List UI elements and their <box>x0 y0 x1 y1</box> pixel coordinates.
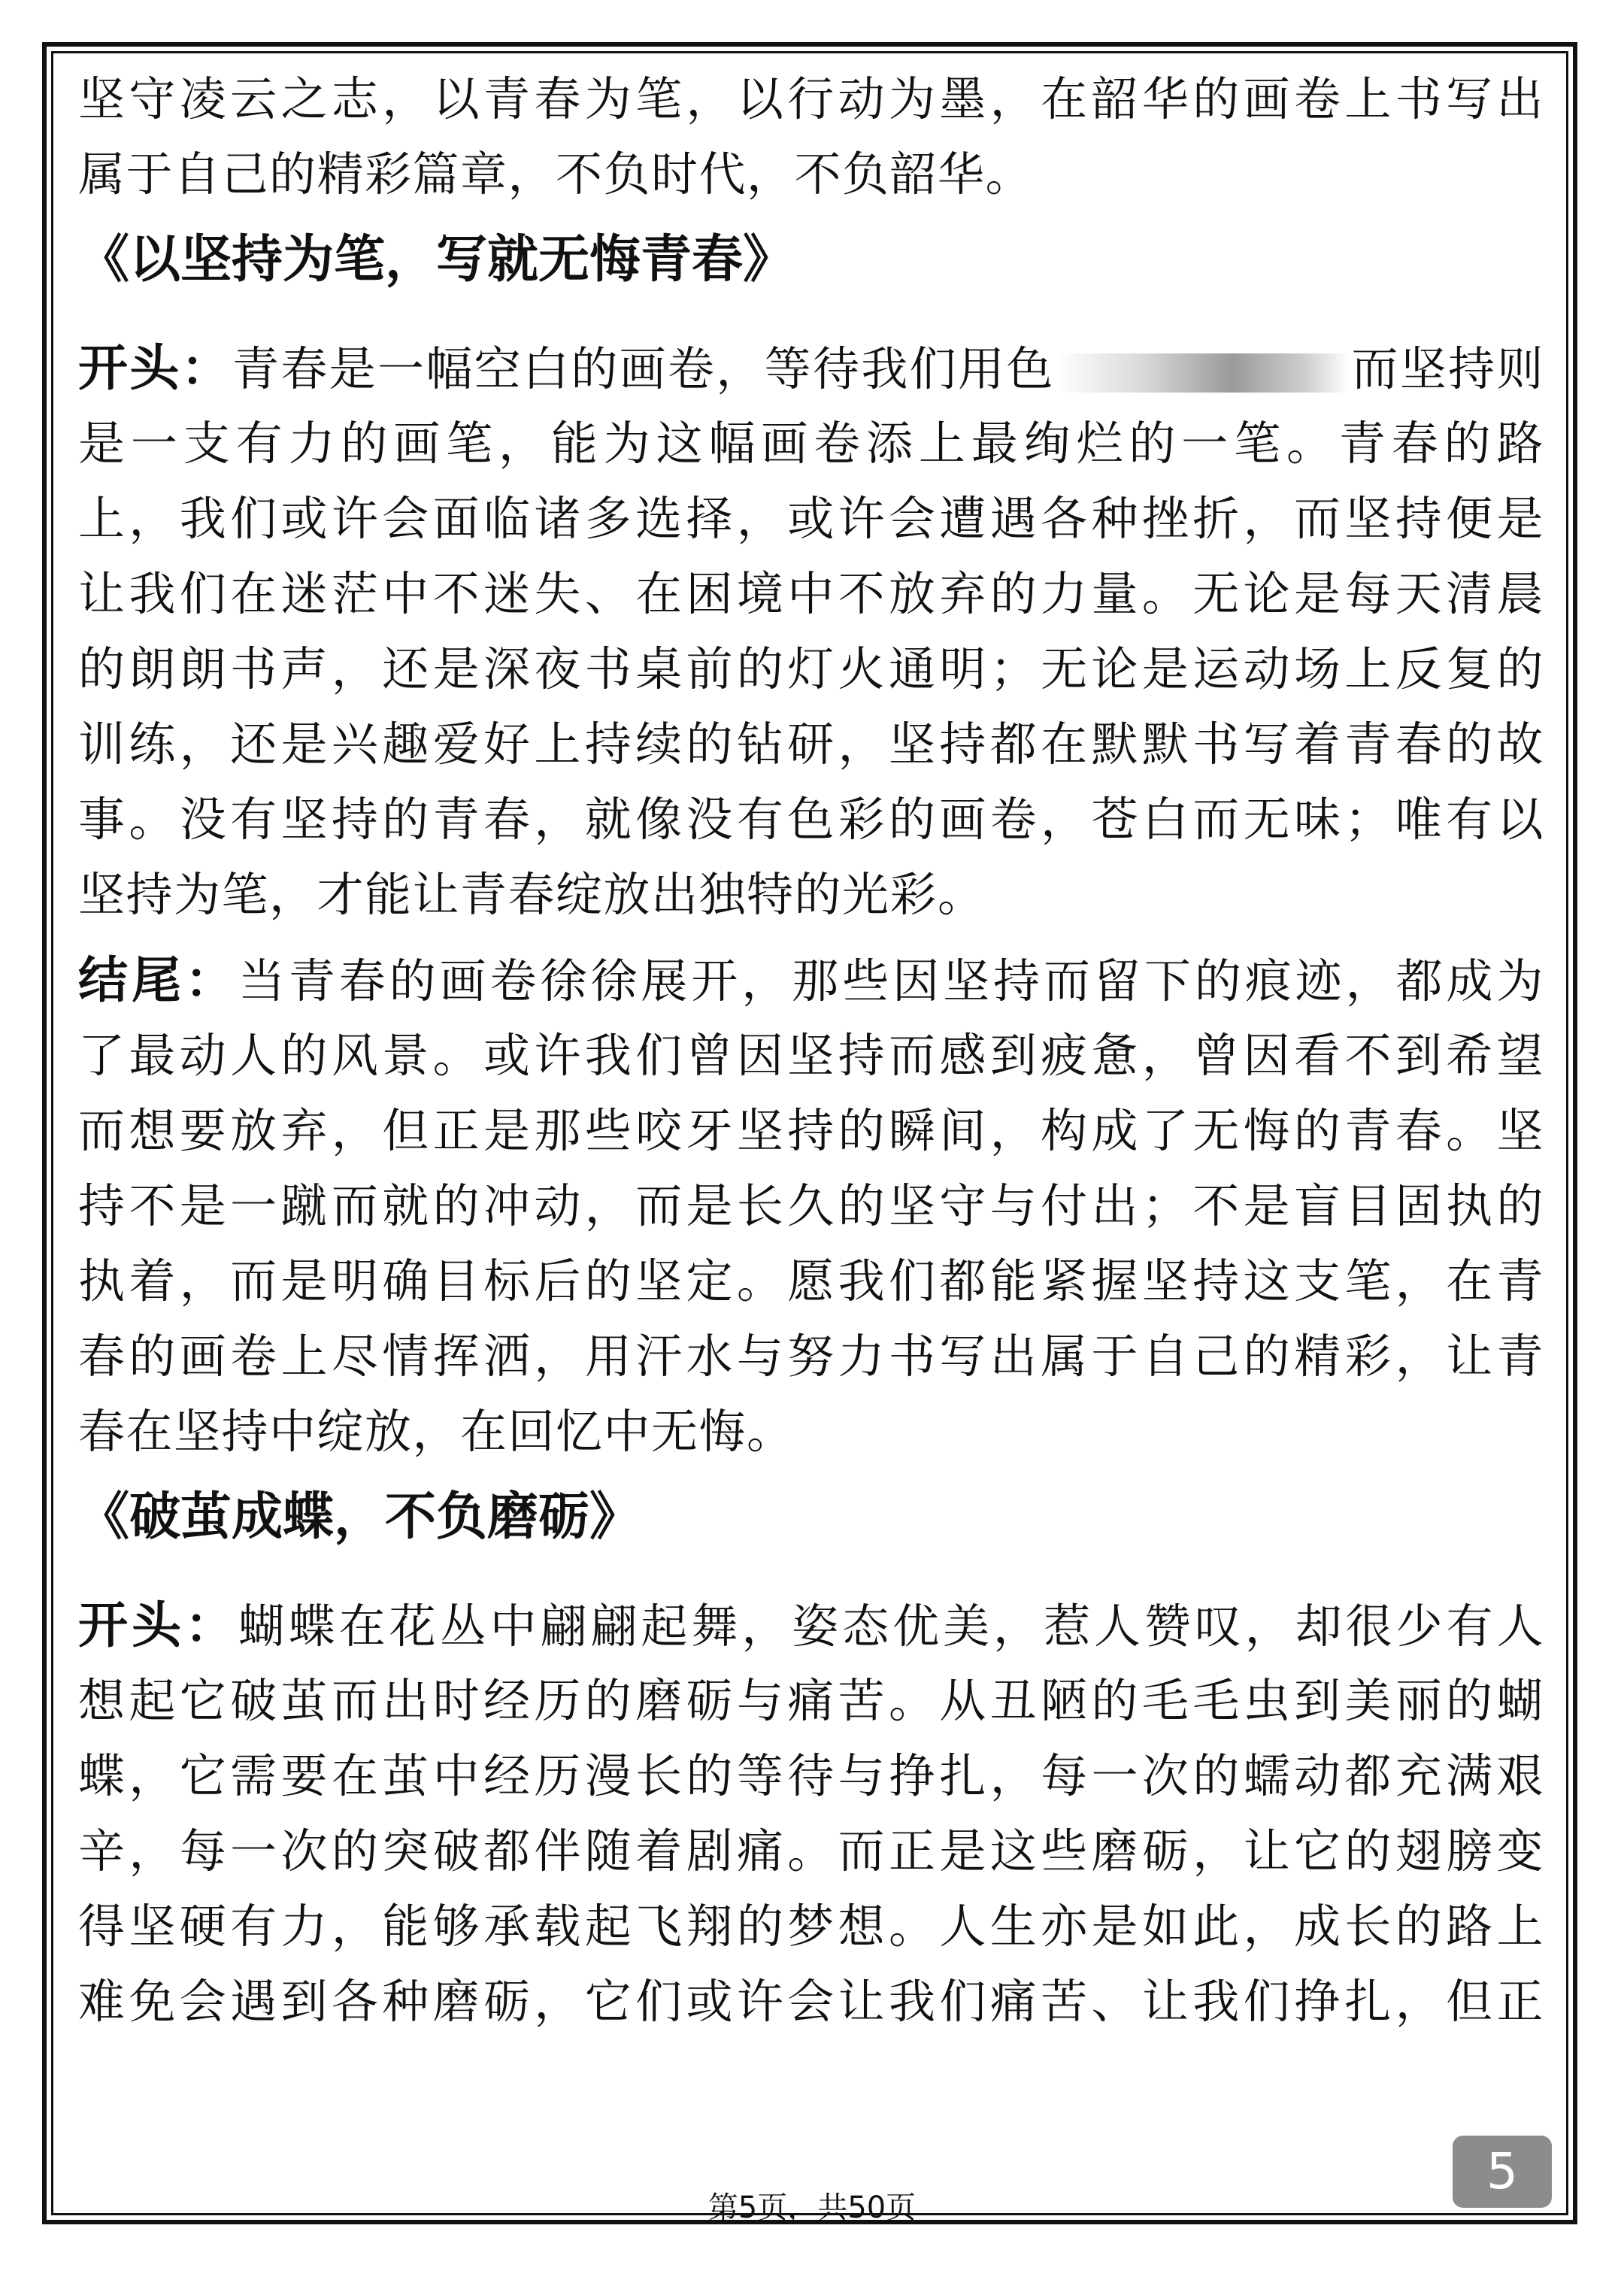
text-line: 事。没有坚持的青春，就像没有色彩的画卷，苍白而无味；唯有以 <box>78 792 1544 847</box>
text-line: 坚持为笔，才能让青春绽放出独特的光彩。 <box>78 867 986 922</box>
essay1-ending <box>78 943 1544 1469</box>
text-line: 而想要放弃，但正是那些咬牙坚持的瞬间，构成了无悔的青春。坚 <box>78 1103 1544 1158</box>
text-line <box>78 1588 1544 1663</box>
intro-paragraph <box>78 62 1544 212</box>
text-line: 春的画卷上尽情挥洒，用汗水与努力书写出属于自己的精彩，让青 <box>78 1329 1544 1384</box>
text-line: 上，我们或许会面临诸多选择，或许会遭遇各种挫折，而坚持便是 <box>78 491 1544 546</box>
text-line: 的朗朗书声，还是深夜书桌前的灯火通明；无论是运动场上反复的 <box>78 641 1544 696</box>
text-line: 让我们在迷茫中不迷失、在困境中不放弃的力量。无论是每天清晨 <box>78 566 1544 621</box>
text-line <box>78 943 1544 1018</box>
text-line: 了最动人的风景。或许我们曾因坚持而感到疲惫，曾因看不到希望 <box>78 1028 1544 1083</box>
section-label: 开头： <box>78 339 232 397</box>
text-line: 是一支有力的画笔，能为这幅画卷添上最绚烂的一笔。青春的路 <box>78 416 1544 471</box>
text-line: 执着，而是明确目标后的坚定。愿我们都能紧握坚持这支笔，在青 <box>78 1254 1544 1308</box>
essay-title: 《破茧成蝶，不负磨砺》 <box>78 1487 641 1547</box>
essay1-opening <box>78 331 1544 932</box>
text-line: 得坚硬有力，能够承载起飞翔的梦想。人生亦是如此，成长的路上 <box>78 1899 1544 1954</box>
text-line: 想起它破茧而出时经历的磨砺与痛苦。从丑陋的毛毛虫到美丽的蝴 <box>78 1673 1544 1728</box>
text-line: 难免会遇到各种磨砺，它们或许会让我们痛苦、让我们挣扎，但正 <box>78 1974 1544 2029</box>
page-number-badge: 5 <box>1453 2136 1552 2208</box>
text-line <box>78 331 1544 406</box>
page-footer: 第5页，共50页 <box>707 2190 917 2225</box>
text-line: 蝶，它需要在茧中经历漫长的等待与挣扎，每一次的蠕动都充满艰 <box>78 1748 1544 1803</box>
text-segment: 青春是一幅空白的画卷，等待我们用色 <box>232 341 1055 396</box>
text-segment: 蝴蝶在花丛中翩翩起舞，姿态优美，惹人赞叹，却很少有人 <box>238 1599 1544 1654</box>
text-line: 属于自己的精彩篇章，不负时代，不负韶华。 <box>78 147 1034 202</box>
text-line: 辛，每一次的突破都伴随着剧痛。而正是这些磨砺，让它的翅膀变 <box>78 1824 1544 1878</box>
essay2-opening <box>78 1588 1544 2039</box>
text-line: 坚守凌云之志，以青春为笔，以行动为墨，在韶华的画卷上书写出 <box>78 71 1544 126</box>
document-body <box>78 62 1544 2050</box>
section-label: 结尾： <box>78 951 238 1009</box>
text-line: 训练，还是兴趣爱好上持续的钻研，坚持都在默默书写着青春的故 <box>78 717 1544 772</box>
text-segment: 当青春的画卷徐徐展开，那些因坚持而留下的痕迹，都成为 <box>238 954 1544 1008</box>
redaction-blur <box>1056 353 1350 393</box>
text-line: 持不是一蹴而就的冲动，而是长久的坚守与付出；不是盲目固执的 <box>78 1178 1544 1233</box>
text-segment: 而坚持则 <box>1350 341 1544 396</box>
section-label: 开头： <box>78 1596 238 1654</box>
text-line: 春在坚持中绽放，在回忆中无悔。 <box>78 1404 795 1459</box>
essay-title: 《以坚持为笔，写就无悔青春》 <box>78 230 795 290</box>
